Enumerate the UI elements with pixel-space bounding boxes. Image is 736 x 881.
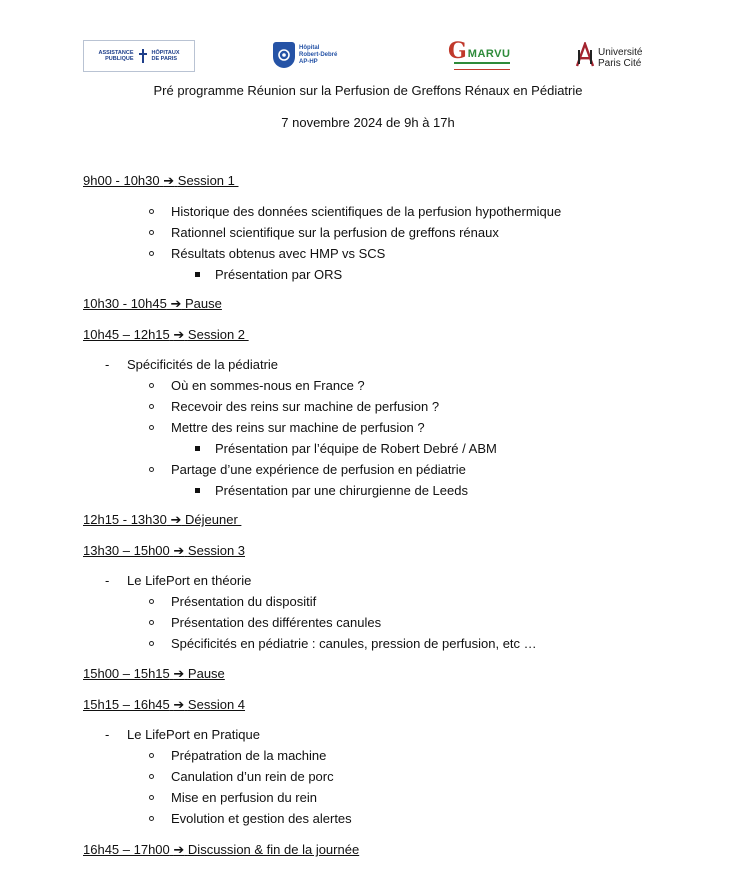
aphp-logo: [83, 40, 195, 72]
square-bullet-icon: [195, 488, 200, 493]
document-date: 7 novembre 2024 de 9h à 17h: [281, 115, 455, 130]
list-item: Où en sommes-nous en France ?: [171, 378, 365, 393]
dash-bullet-icon: -: [105, 573, 110, 588]
aphp-logo-text: PUBLIQUE: [105, 56, 134, 62]
sub-list-item: Présentation par ORS: [215, 267, 343, 282]
aphp-logo-text: HÔPITAUX: [151, 49, 180, 56]
hospital-emblem-icon: [273, 42, 295, 68]
list-item: Présentation des différentes canules: [171, 615, 382, 630]
list-item: Recevoir des reins sur machine de perfusion ?: [171, 399, 440, 414]
university-emblem-icon: [575, 42, 595, 73]
session-heading: 10h30 - 10h45 ➔ Pause: [83, 296, 222, 311]
circle-bullet-icon: [149, 404, 154, 409]
square-bullet-icon: [195, 446, 200, 451]
upc-logo-text: Université: [598, 46, 643, 58]
upc-logo-text: Paris Cité: [598, 57, 642, 69]
circle-bullet-icon: [149, 230, 154, 235]
dash-bullet-icon: -: [105, 357, 110, 372]
sub-list-item: Présentation par une chirurgienne de Leeds: [215, 483, 468, 498]
session-heading: 13h30 – 15h00 ➔ Session 3: [83, 543, 246, 558]
arrow-icon: ➔: [173, 666, 185, 681]
arrow-icon: ➔: [173, 842, 185, 857]
aphp-logo-text: ASSISTANCE: [98, 49, 134, 56]
circle-bullet-icon: [149, 209, 154, 214]
list-item: Mettre des reins sur machine de perfusion ?: [171, 420, 425, 435]
debre-logo-text: Hôpital: [299, 44, 320, 51]
marvu-logo-text: MARVU: [467, 48, 511, 60]
marvu-logo: [448, 40, 512, 72]
list-item: Canulation d’un rein de porc: [171, 769, 334, 784]
document-title: Pré programme Réunion sur la Perfusion de Greffons Rénaux en Pédiatrie: [153, 83, 583, 98]
session-heading: 9h00 - 10h30 ➔ Session 1: [83, 173, 239, 188]
session-heading: 15h00 – 15h15 ➔ Pause: [83, 666, 225, 681]
arrow-icon: ➔: [170, 296, 182, 311]
list-item: Présentation du dispositif: [171, 594, 317, 609]
debre-logo-text: AP-HP: [299, 58, 318, 65]
arrow-icon: ➔: [173, 543, 185, 558]
marvu-g-icon: G: [448, 38, 467, 64]
circle-bullet-icon: [149, 467, 154, 472]
arrow-icon: ➔: [173, 697, 185, 712]
session-heading: 15h15 – 16h45 ➔ Session 4: [83, 697, 246, 712]
list-item: Evolution et gestion des alertes: [171, 811, 352, 826]
aphp-emblem-icon: [139, 49, 147, 63]
arrow-icon: ➔: [170, 512, 182, 527]
debre-logo-text: Robert-Debré: [299, 51, 338, 58]
circle-bullet-icon: [149, 816, 154, 821]
circle-bullet-icon: [149, 753, 154, 758]
aphp-logo-text: DE PARIS: [151, 56, 178, 62]
list-item: Résultats obtenus avec HMP vs SCS: [171, 246, 386, 261]
list-item: Le LifePort en théorie: [127, 573, 252, 588]
circle-bullet-icon: [149, 599, 154, 604]
circle-bullet-icon: [149, 425, 154, 430]
square-bullet-icon: [195, 272, 200, 277]
list-item: Mise en perfusion du rein: [171, 790, 317, 805]
universite-paris-cite-logo: [575, 42, 642, 73]
marvu-underline: [454, 62, 510, 70]
session-heading: 16h45 – 17h00 ➔ Discussion & fin de la journée: [83, 842, 360, 857]
list-item: Spécificités en pédiatrie : canules, pression de perfusion, etc …: [171, 636, 537, 651]
circle-bullet-icon: [149, 251, 154, 256]
session-heading: 12h15 - 13h30 ➔ Déjeuner: [83, 512, 242, 527]
list-item: Rationnel scientifique sur la perfusion de greffons rénaux: [171, 225, 499, 240]
circle-bullet-icon: [149, 795, 154, 800]
list-item: Le LifePort en Pratique: [127, 727, 260, 742]
list-item: Spécificités de la pédiatrie: [127, 357, 279, 372]
dash-bullet-icon: -: [105, 727, 110, 742]
session-heading: 10h45 – 12h15 ➔ Session 2: [83, 327, 249, 342]
circle-bullet-icon: [149, 620, 154, 625]
list-item: Historique des données scientifiques de la perfusion hypothermique: [171, 204, 562, 219]
list-item: Prépatration de la machine: [171, 748, 327, 763]
circle-bullet-icon: [149, 383, 154, 388]
circle-bullet-icon: [149, 774, 154, 779]
circle-bullet-icon: [149, 641, 154, 646]
robert-debre-logo: [273, 42, 337, 68]
arrow-icon: ➔: [173, 327, 185, 342]
arrow-icon: ➔: [163, 173, 175, 188]
list-item: Partage d’une expérience de perfusion en pédiatrie: [171, 462, 466, 477]
sub-list-item: Présentation par l’équipe de Robert Debré / ABM: [215, 441, 497, 456]
